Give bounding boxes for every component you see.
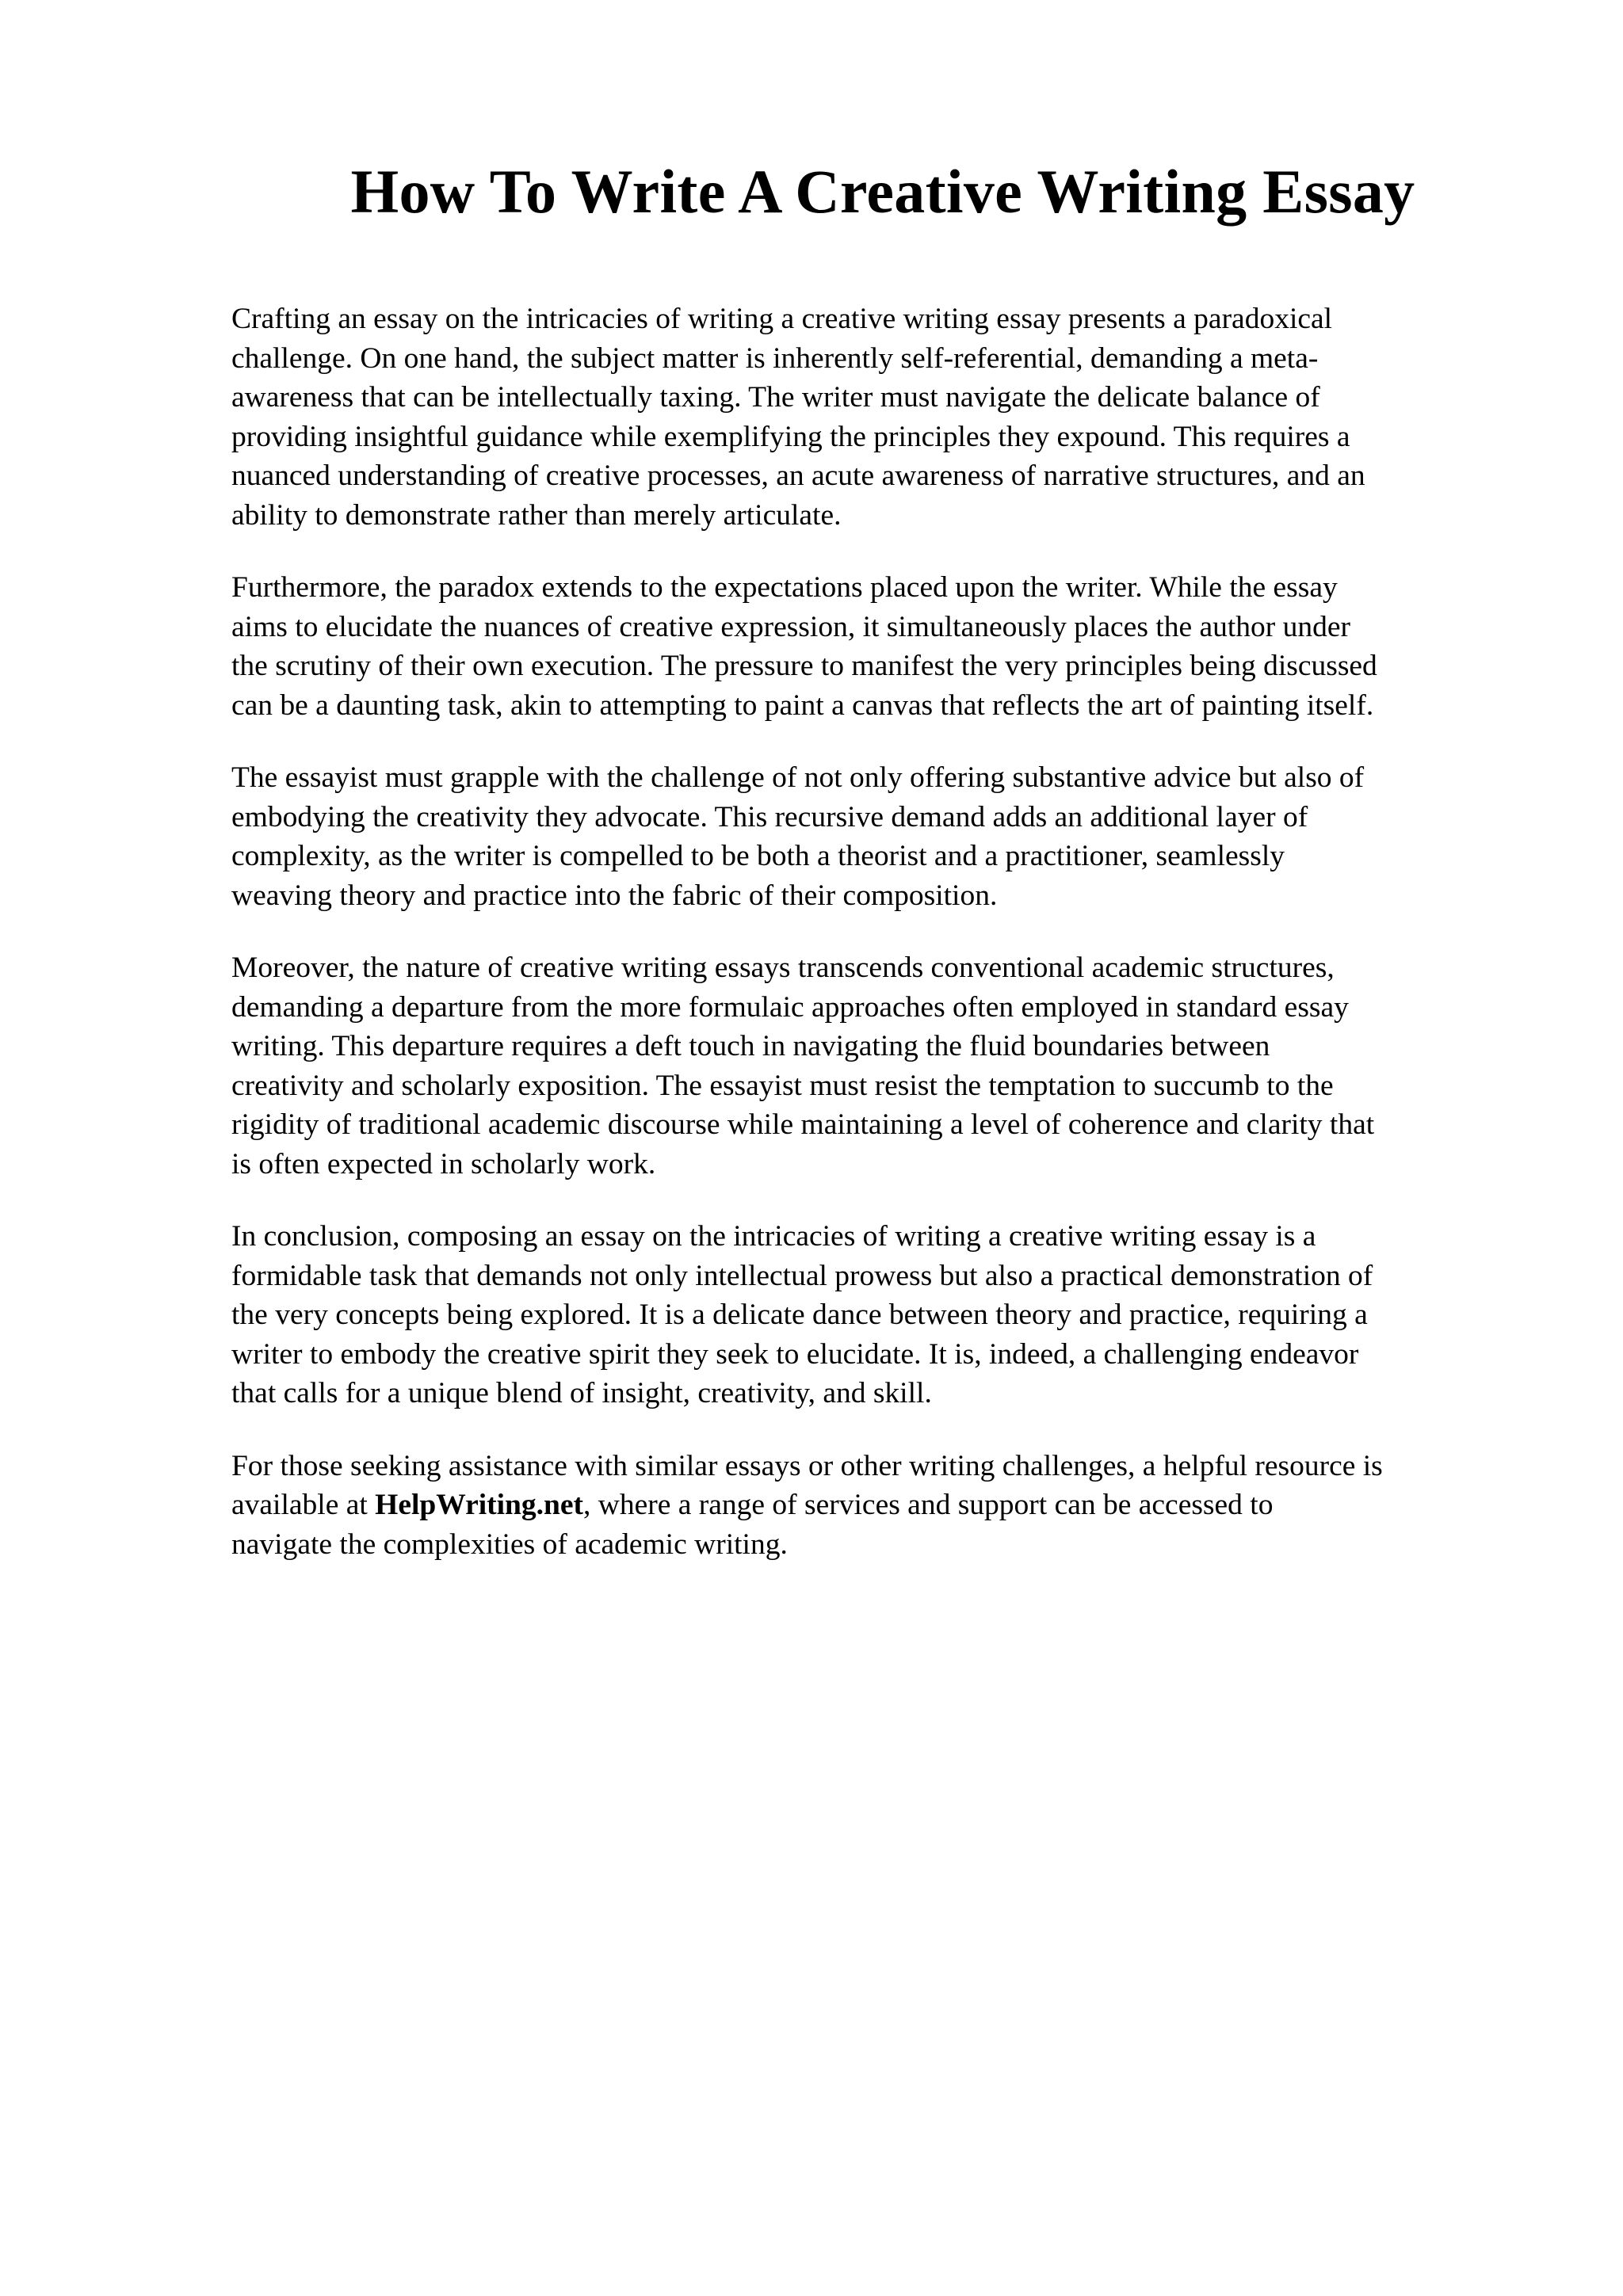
paragraph-1	[231, 299, 1509, 535]
text-line: formidable task that demands not only intellectual prowess but also a practical demonstration of	[231, 1259, 1373, 1292]
closing-text-after-link: , where a range of services and support can be accessed to	[583, 1489, 1274, 1521]
text-line: can be a daunting task, akin to attempting to paint a canvas that reflects the art of painting itself.	[231, 688, 1374, 722]
text-line: Moreover, the nature of creative writing essays transcends conventional academic structures,	[231, 952, 1335, 984]
text-line: writer to embody the creative spirit they seek to elucidate. It is, indeed, a challenging endeavor	[231, 1337, 1359, 1371]
closing-text-before-link: available at	[231, 1489, 376, 1521]
text-line: rigidity of traditional academic discourse while maintaining a level of coherence and clarity that	[231, 1108, 1375, 1141]
text-line: Crafting an essay on the intricacies of writing a creative writing essay presents a paradoxical	[231, 303, 1333, 335]
text-line: the scrutiny of their own execution. The pressure to manifest the very principles being discussed	[231, 650, 1377, 682]
paragraph-2	[231, 568, 1509, 725]
text-line: navigate the complexities of academic writing.	[231, 1527, 788, 1561]
text-line: ability to demonstrate rather than merely articulate.	[231, 498, 842, 532]
paragraph-3	[231, 758, 1509, 915]
text-line: awareness that can be intellectually taxing. The writer must navigate the delicate balance of	[231, 381, 1320, 414]
document-body	[231, 299, 1509, 1597]
helpwriting-link[interactable]: HelpWriting.net	[375, 1489, 584, 1521]
text-line: nuanced understanding of creative processes, an acute awareness of narrative structures, and an	[231, 460, 1365, 492]
text-line: Furthermore, the paradox extends to the expectations placed upon the writer. While the essay	[231, 571, 1338, 604]
text-line: providing insightful guidance while exemplifying the principles they expound. This requires a	[231, 420, 1350, 453]
text-line: writing. This departure requires a deft touch in navigating the fluid boundaries between	[231, 1030, 1270, 1062]
text-line: In conclusion, composing an essay on the intricacies of writing a creative writing essay is a	[231, 1220, 1316, 1253]
text-line: creativity and scholarly exposition. The essayist must resist the temptation to succumb to the	[231, 1069, 1334, 1102]
text-line: The essayist must grapple with the challenge of not only offering substantive advice but also of	[231, 761, 1365, 794]
text-line: aims to elucidate the nuances of creative expression, it simultaneously places the author under	[231, 610, 1351, 643]
text-line: is often expected in scholarly work.	[231, 1147, 656, 1180]
text-line: the very concepts being explored. It is a delicate dance between theory and practice, requiring a	[231, 1299, 1368, 1331]
paragraph-4	[231, 948, 1509, 1184]
text-line: that calls for a unique blend of insight, creativity, and skill.	[231, 1377, 932, 1409]
text-line	[231, 1486, 1509, 1525]
text-line: weaving theory and practice into the fabric of their composition.	[231, 879, 998, 912]
text-line: complexity, as the writer is compelled to be both a theorist and a practitioner, seamlessly	[231, 840, 1285, 872]
text-line: challenge. On one hand, the subject matter is inherently self-referential, demanding a meta-	[231, 341, 1319, 375]
text-line: For those seeking assistance with similar essays or other writing challenges, a helpful resource is	[231, 1449, 1383, 1482]
text-line: embodying the creativity they advocate. This recursive demand adds an additional layer of	[231, 800, 1308, 833]
paragraph-5	[231, 1217, 1509, 1413]
paragraph-closing	[231, 1447, 1509, 1565]
document-title: How To Write A Creative Writing Essay	[350, 157, 1415, 226]
text-line: demanding a departure from the more formulaic approaches often employed in standard essay	[231, 990, 1349, 1024]
